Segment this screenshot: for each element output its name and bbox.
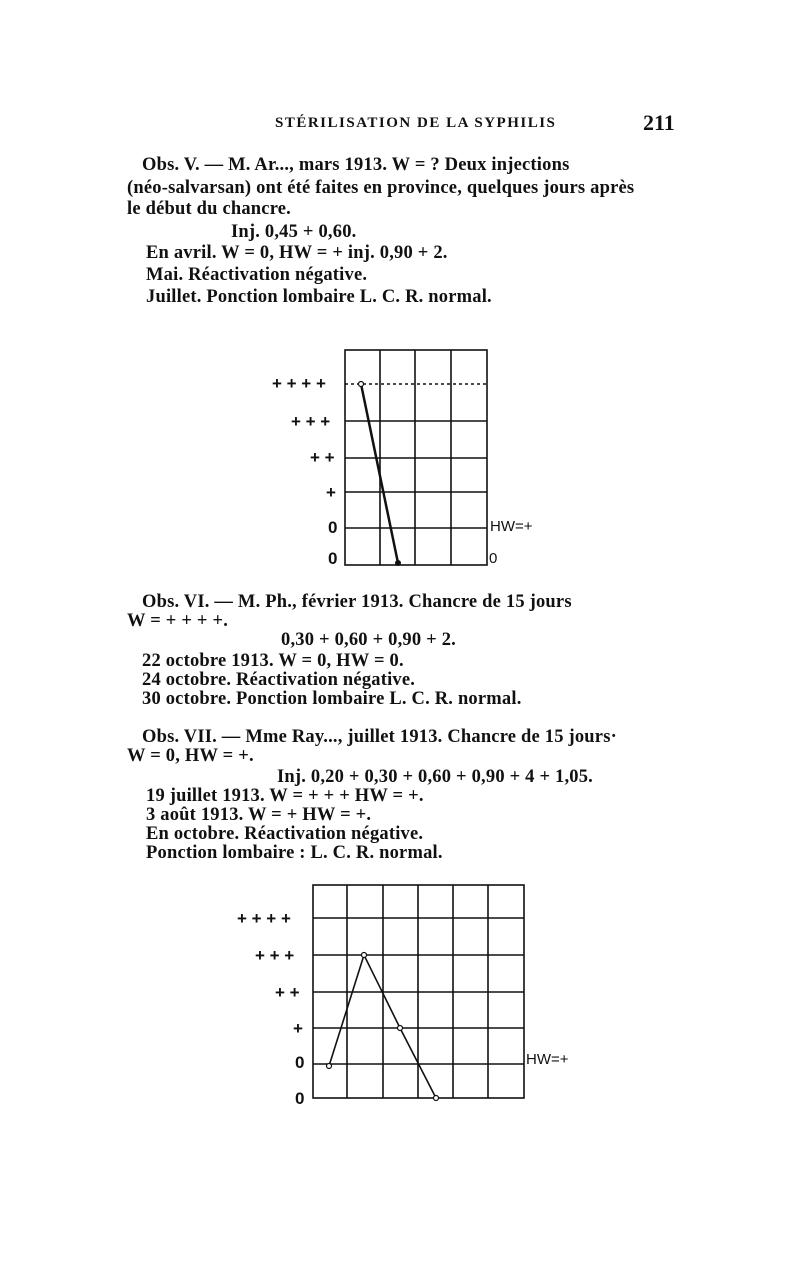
obs-7-line-2: W = 0, HW = +. (127, 746, 254, 766)
obs-5-y-label-2: + + (310, 448, 335, 467)
obs-7-y-label-1: + (293, 1019, 303, 1038)
obs-5-line-4: Inj. 0,45 + 0,60. (231, 222, 357, 242)
obs-7-line-6: En octobre. Réactivation négative. (146, 824, 424, 844)
obs-6-line-5: 24 octobre. Réactivation négative. (142, 670, 416, 690)
obs-5-line-3: le début du chancre. (127, 199, 292, 219)
obs-5-hw-label: HW=+ (490, 518, 533, 535)
obs-5-y-label-0b: 0 (328, 549, 338, 568)
obs-7-y-label-4: + + + + (237, 909, 291, 928)
obs-7-line-1: Obs. VII. — Mme Ray..., juillet 1913. Chancre de 15 jours· (142, 727, 617, 747)
obs-7-y-label-0b: 0 (295, 1089, 305, 1108)
obs-5-line-7: Juillet. Ponction lombaire L. C. R. normal. (146, 287, 492, 307)
obs-6-line-4: 22 octobre 1913. W = 0, HW = 0. (142, 651, 404, 671)
running-title: STÉRILISATION DE LA SYPHILIS (275, 115, 557, 131)
obs-5-y-label-1: + (326, 483, 336, 502)
obs-6-line-6: 30 octobre. Ponction lombaire L. C. R. normal. (142, 689, 522, 709)
obs-6-line-3: 0,30 + 0,60 + 0,90 + 2. (281, 630, 456, 650)
obs-7-chart-point (398, 1026, 403, 1031)
obs-5-y-label-0a: 0 (328, 518, 338, 537)
obs-7-line-4: 19 juillet 1913. W = + + + HW = +. (146, 786, 424, 806)
obs-7-chart-point (362, 953, 367, 958)
obs-5-line-6: Mai. Réactivation négative. (146, 265, 368, 285)
obs-5-line-2: (néo-salvarsan) ont été faites en province, quelques jours après (127, 178, 635, 198)
obs-5-line-1: Obs. V. — M. Ar..., mars 1913. W = ? Deux injections (142, 155, 570, 175)
obs-5-right-zero: 0 (489, 550, 498, 567)
obs-7-y-label-2: + + (275, 983, 300, 1002)
obs-6-line-2: W = + + + +. (127, 611, 229, 631)
obs-5-line-5: En avril. W = 0, HW = + inj. 0,90 + 2. (146, 243, 448, 263)
obs-7-y-label-3: + + + (255, 946, 295, 965)
obs-7-y-label-0a: 0 (295, 1053, 305, 1072)
obs-6-line-1: Obs. VI. — M. Ph., février 1913. Chancre de 15 jours (142, 592, 572, 612)
obs-7-chart-point (327, 1064, 332, 1069)
obs-7-chart-point (434, 1096, 439, 1101)
obs-7-line-3: Inj. 0,20 + 0,30 + 0,60 + 0,90 + 4 + 1,05. (277, 767, 594, 787)
obs-5-y-label-4: + + + + (272, 374, 326, 393)
obs-7-hw-label: HW=+ (526, 1051, 569, 1068)
obs-5-y-label-3: + + + (291, 412, 331, 431)
obs-7-line-5: 3 août 1913. W = + HW = +. (146, 805, 372, 825)
obs-7-line-7: Ponction lombaire : L. C. R. normal. (146, 843, 443, 863)
page-number: 211 (643, 110, 675, 135)
